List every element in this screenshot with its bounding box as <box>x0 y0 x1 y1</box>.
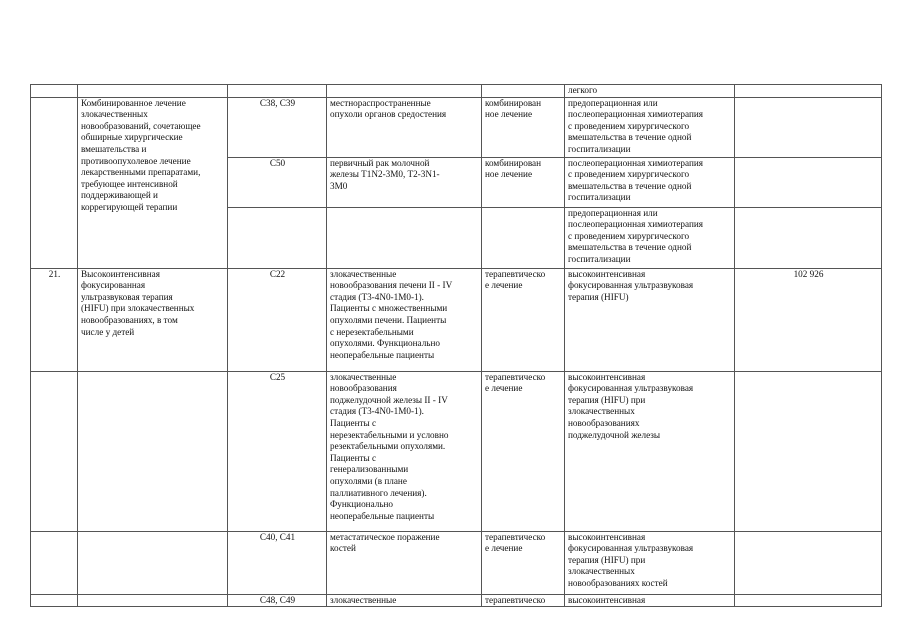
cell-number: 21. <box>31 268 78 371</box>
cell-cost <box>735 157 882 207</box>
table-row <box>31 268 882 371</box>
cell-icd-code: C50 <box>228 157 327 207</box>
cell-group <box>78 85 228 98</box>
cell-icd-code: C25 <box>228 371 327 531</box>
cell-treatment-method: предоперационная или послеоперационная химиотерапия с проведением хирургического вмешательства в течение одной госпитализации <box>565 207 735 268</box>
cell-icd-code: C22 <box>228 268 327 371</box>
cell-diagnosis <box>327 85 482 98</box>
cell-diagnosis: злокачественные новообразования поджелудочной железы II - IV стадия (T3-4N0-1M0-1). Пациенты с нерезектабельными и условно резектабельными опухолями. Пациенты с генерализованными опухолями (в плане паллиативного лечения). Функционально неоперабельные пациенты <box>327 371 482 531</box>
table-row <box>31 97 882 157</box>
medical-care-table <box>30 84 882 607</box>
cell-icd-code: C38, C39 <box>228 97 327 157</box>
cell-treatment-method: высокоинтенсивная <box>565 594 735 607</box>
document-page <box>30 84 882 607</box>
cell-treatment-type: терапевтическо <box>482 594 565 607</box>
cell-treatment-method: предоперационная или послеоперационная химиотерапия с проведением хирургического вмешательства в течение одной госпитализации <box>565 97 735 157</box>
cell-treatment-method: высокоинтенсивная фокусированная ультразвуковая терапия (HIFU) при злокачественных новообразованиях поджелудочной железы <box>565 371 735 531</box>
table-row <box>31 371 882 531</box>
cell-diagnosis: злокачественные новообразования печени II - IV стадия (T3-4N0-1M0-1). Пациенты с множественными опухолями печени. Пациенты с нерезектабельными опухолями. Функционально неоперабельные пациенты <box>327 268 482 371</box>
cell-number <box>31 85 78 98</box>
cell-cost <box>735 371 882 531</box>
cell-cost <box>735 207 882 268</box>
table-row <box>31 85 882 98</box>
cell-treatment-type: терапевтическо е лечение <box>482 268 565 371</box>
cell-icd-code: C48, C49 <box>228 594 327 607</box>
cell-treatment-type <box>482 85 565 98</box>
cell-number <box>31 97 78 268</box>
cell-treatment-type <box>482 207 565 268</box>
cell-diagnosis: метастатическое поражение костей <box>327 531 482 594</box>
cell-treatment-method: высокоинтенсивная фокусированная ультразвуковая терапия (HIFU) при злокачественных новообразованиях костей <box>565 531 735 594</box>
cell-treatment-method: легкого <box>565 85 735 98</box>
cell-group <box>78 371 228 531</box>
cell-number <box>31 594 78 607</box>
cell-treatment-method: высокоинтенсивная фокусированная ультразвуковая терапия (HIFU) <box>565 268 735 371</box>
cell-treatment-method: послеоперационная химиотерапия с проведением хирургического вмешательства в течение одной госпитализации <box>565 157 735 207</box>
cell-cost <box>735 97 882 157</box>
cell-number <box>31 531 78 594</box>
cell-icd-code <box>228 207 327 268</box>
cell-group <box>78 594 228 607</box>
cell-number <box>31 371 78 531</box>
cell-icd-code <box>228 85 327 98</box>
cell-cost <box>735 531 882 594</box>
cell-cost <box>735 85 882 98</box>
cell-treatment-type: терапевтическо е лечение <box>482 371 565 531</box>
cell-diagnosis: злокачественные <box>327 594 482 607</box>
cell-diagnosis <box>327 207 482 268</box>
cell-group: Комбинированное лечение злокачественных новообразований, сочетающее обширные хирургические вмешательства и противоопухолевое лечение лекарственными препаратами, требующее интенсивной поддерживающей и коррегирующей терапии <box>78 97 228 268</box>
cell-icd-code: C40, C41 <box>228 531 327 594</box>
cell-cost: 102 926 <box>735 268 882 371</box>
cell-group <box>78 531 228 594</box>
cell-treatment-type: комбинирован ное лечение <box>482 157 565 207</box>
cell-diagnosis: первичный рак молочной железы T1N2-3M0, T2-3N1- 3M0 <box>327 157 482 207</box>
cell-treatment-type: терапевтическо е лечение <box>482 531 565 594</box>
cell-cost <box>735 594 882 607</box>
cell-treatment-type: комбинирован ное лечение <box>482 97 565 157</box>
cell-group: Высокоинтенсивная фокусированная ультразвуковая терапия (HIFU) при злокачественных новообразованиях, в том числе у детей <box>78 268 228 371</box>
cell-diagnosis: местнораспространенные опухоли органов средостения <box>327 97 482 157</box>
table-row <box>31 594 882 607</box>
table-row <box>31 531 882 594</box>
